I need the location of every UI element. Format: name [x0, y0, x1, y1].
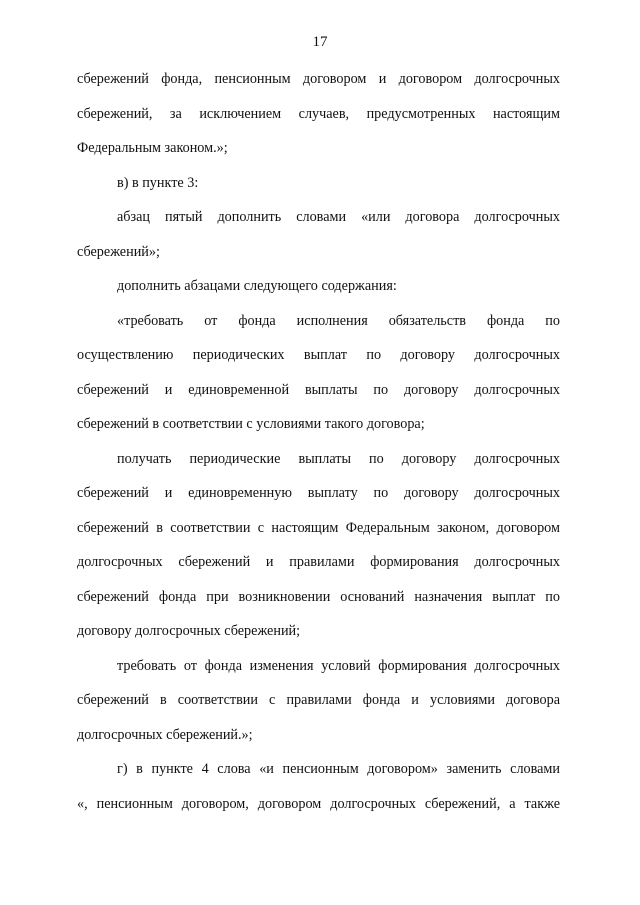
body-line: долгосрочных сбережений и правилами формирования долгосрочных [77, 554, 560, 570]
body-line: сбережений и единовременную выплату по договору долгосрочных [77, 485, 560, 501]
body-line: «требовать от фонда исполнения обязательств фонда по [117, 312, 560, 329]
body-line: осуществлению периодических выплат по договору долгосрочных [77, 347, 560, 363]
body-line: сбережений фонда при возникновении оснований назначения выплат по [77, 588, 560, 605]
body-line: сбережений, за исключением случаев, предусмотренных настоящим [77, 105, 560, 122]
body-line: сбережений»; [77, 243, 160, 260]
body-line: дополнить абзацами следующего содержания: [117, 278, 397, 294]
document-body [77, 69, 560, 828]
body-line: получать периодические выплаты по договору долгосрочных [117, 450, 560, 467]
body-line: сбережений фонда, пенсионным договором и договором долгосрочных [77, 71, 560, 87]
body-line: сбережений в соответствии с условиями такого договора; [77, 416, 425, 432]
body-line: в) в пункте 3: [117, 174, 199, 191]
body-line: требовать от фонда изменения условий формирования долгосрочных [117, 657, 560, 674]
body-line: абзац пятый дополнить словами «или договора долгосрочных [117, 209, 560, 225]
body-line: г) в пункте 4 слова «и пенсионным договором» заменить словами [117, 761, 560, 777]
body-line: долгосрочных сбережений.»; [77, 726, 253, 743]
body-line: Федеральным законом.»; [77, 140, 228, 156]
body-line: сбережений и единовременной выплаты по договору долгосрочных [77, 381, 560, 398]
body-line: сбережений в соответствии с настоящим Федеральным законом, договором [77, 519, 560, 536]
body-line: сбережений в соответствии с правилами фонда и условиями договора [77, 692, 560, 708]
page-number: 17 [312, 34, 328, 50]
body-line: «, пенсионным договором, договором долгосрочных сбережений, а также [77, 795, 560, 812]
body-line: договору долгосрочных сбережений; [77, 623, 301, 639]
